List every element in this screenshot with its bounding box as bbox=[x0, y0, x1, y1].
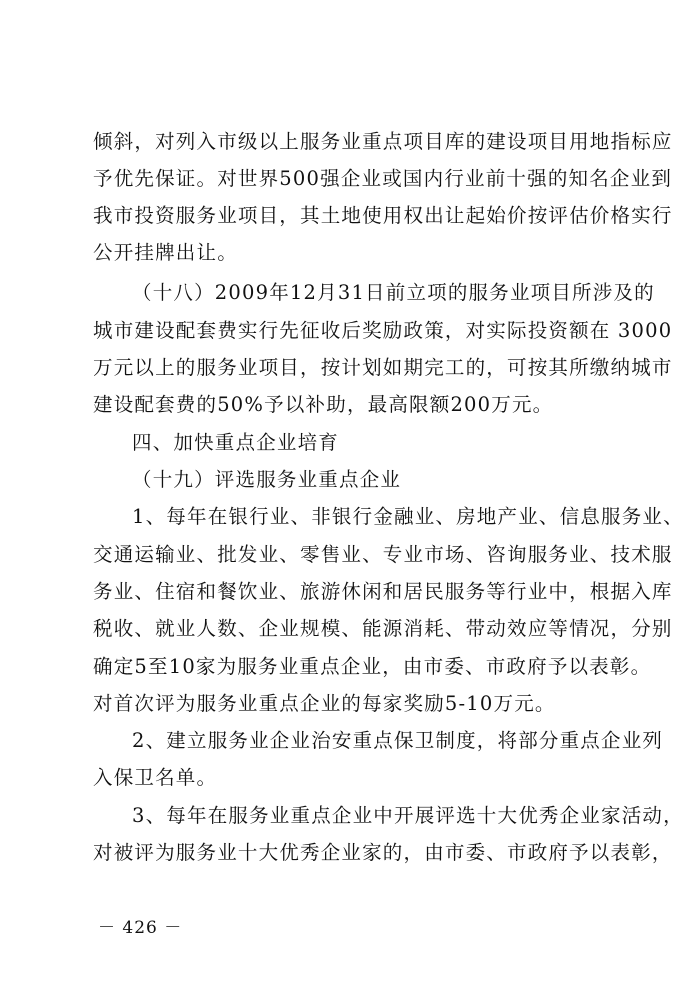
list-item-1-line: 1、每年在银行业、非银行金融业、房地产业、信息服务业、 bbox=[132, 505, 684, 528]
body-text-line: 公开挂牌出让。 bbox=[93, 241, 238, 264]
body-text-line: 务业、住宿和餐饮业、旅游休闲和居民服务等行业中，根据入库 bbox=[93, 580, 673, 603]
paragraph-18-line: （十八）2009年12月31日前立项的服务业项目所涉及的 bbox=[132, 281, 655, 304]
body-text-line: 对被评为服务业十大优秀企业家的，由市委、市政府予以表彰， bbox=[93, 841, 673, 864]
list-item-3-line: 3、每年在服务业重点企业中开展评选十大优秀企业家活动， bbox=[132, 804, 684, 827]
body-text-line: 予优先保证。对世界500强企业或国内行业前十强的知名企业到 bbox=[93, 167, 673, 190]
body-text-line: 确定5至10家为服务业重点企业，由市委、市政府予以表彰。 bbox=[93, 655, 652, 678]
body-text-line: 建设配套费的50%予以补助，最高限额200万元。 bbox=[93, 393, 554, 416]
section-heading: 四、加快重点企业培育 bbox=[132, 431, 340, 454]
body-text-line: 税收、就业人数、企业规模、能源消耗、带动效应等情况，分别 bbox=[93, 617, 673, 640]
page-number: － 426 － bbox=[98, 918, 183, 938]
body-text-line: 对首次评为服务业重点企业的每家奖励5-10万元。 bbox=[93, 692, 556, 715]
body-text-line: 城市建设配套费实行先征收后奖励政策，对实际投资额在 3000 bbox=[93, 319, 673, 342]
body-text-line: 倾斜，对列入市级以上服务业重点项目库的建设项目用地指标应 bbox=[93, 130, 673, 153]
subsection-heading: （十九）评选服务业重点企业 bbox=[132, 468, 402, 491]
body-text-line: 万元以上的服务业项目，按计划如期完工的，可按其所缴纳城市 bbox=[93, 356, 673, 379]
body-text-line: 我市投资服务业项目，其土地使用权出让起始价按评估价格实行 bbox=[93, 204, 673, 227]
body-text-line: 入保卫名单。 bbox=[93, 766, 218, 789]
list-item-2-line: 2、建立服务业企业治安重点保卫制度，将部分重点企业列 bbox=[132, 729, 664, 752]
body-text-line: 交通运输业、批发业、零售业、专业市场、咨询服务业、技术服 bbox=[93, 543, 673, 566]
